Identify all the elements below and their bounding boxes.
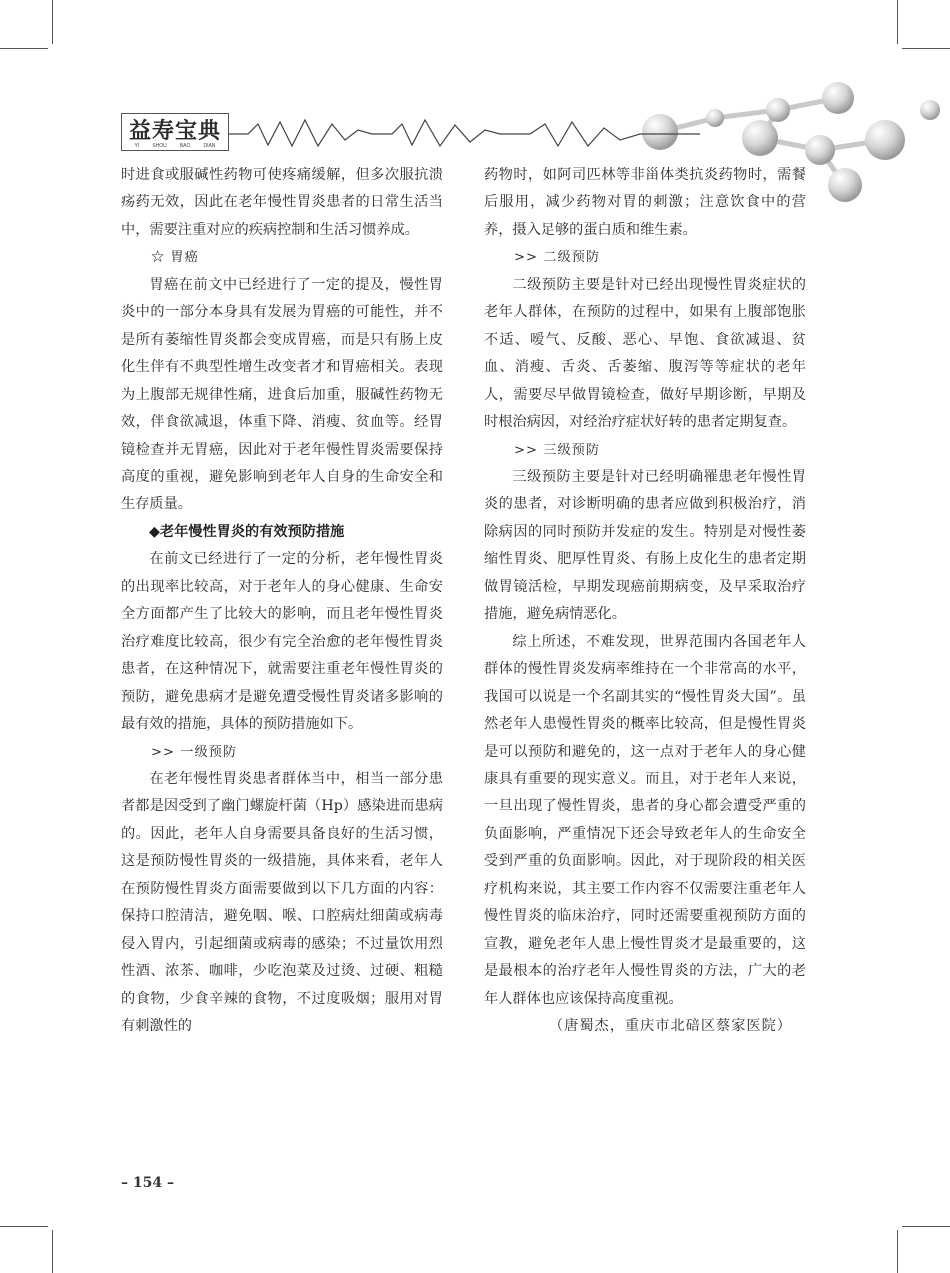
paragraph: 药物时，如阿司匹林等非甾体类抗炎药物时，需餐后服用，减少药物对胃的刺激；注意饮食中的营养，摄入足够的蛋白质和维生素。 bbox=[484, 167, 806, 238]
paragraph: 在老年慢性胃炎患者群体当中，相当一部分患者都是因受到了幽门螺旋杆菌（Hp）感染进而患病的。因此，老年人自身需要具备良好的生活习惯，这是预防慢性胃炎的一级措施，具体来看，老年人在预防慢性胃炎方面需要做到以下几方面的内容：保持口腔清洁，避免咽、喉、口腔病灶细菌或病毒侵入胃内，引起细菌或病毒的感染；不过量饮用烈性酒、浓茶、咖啡，少吃泡菜及过烫、过硬、粗糙的食物，少食辛辣的食物，不过度吸烟；服用对胃有刺激性的 bbox=[121, 770, 443, 1035]
logo-pinyin-syllable: SHOU bbox=[152, 143, 167, 149]
crop-mark bbox=[0, 1226, 48, 1227]
crop-mark bbox=[902, 1226, 950, 1227]
paragraph: 胃癌在前文中已经进行了一定的提及，慢性胃炎中的一部分本身具有发展为胃癌的可能性，并不是所有萎缩性胃炎都会变成胃癌，而是只有肠上皮化生伴有不典型性增生改变者才和胃癌相关。表现为上腹部无规律性痛，进食后加重，服碱性药物无效，伴食欲减退，体重下降、消瘦、贫血等。经胃镜检查并无胃癌，因此对于老年慢性胃炎需要保持高度的重视，避免影响到老年人自身的生命安全和生存质量。 bbox=[121, 276, 443, 513]
crop-mark bbox=[0, 48, 48, 49]
crop-mark bbox=[52, 0, 53, 44]
ecg-line-icon bbox=[229, 120, 700, 146]
crop-mark bbox=[897, 0, 898, 44]
crop-mark bbox=[52, 1230, 53, 1273]
logo-pinyin-syllable: BAO bbox=[179, 143, 191, 149]
subheading-primary-prevention: >> 一级预防 bbox=[151, 744, 238, 760]
paragraph: 三级预防主要是针对已经明确罹患老年慢性胃炎的患者，对诊断明确的患者应做到积极治疗，消除病因的同时预防并发症的发生。特别是对慢性萎缩性胃炎、肥厚性胃炎、有肠上皮化生的患者定期做胃镜活检，早期发现癌前期病变，及早采取治疗措施，避免病情恶化。 bbox=[484, 468, 806, 623]
logo-title: 益寿宝典 bbox=[128, 119, 221, 144]
left-column bbox=[121, 162, 443, 1041]
right-column bbox=[484, 162, 806, 1041]
logo-pinyin-syllable: DIAN bbox=[203, 143, 216, 149]
subheading-stomach-cancer: ☆ 胃癌 bbox=[151, 250, 199, 266]
paragraph: 综上所述，不难发现，世界范围内各国老年人群体的慢性胃炎发病率维持在一个非常高的水平，我国可以说是一个名副其实的“慢性胃炎大国”。虽然老年人患慢性胃炎的概率比较高，但是慢性胃炎是可以预防和避免的，这一点对于老年人的身心健康具有重要的现实意义。而且，对于老年人来说，一旦出现了慢性胃炎，患者的身心都会遭受严重的负面影响，严重情况下还会导致老年人的生命安全受到严重的负面影响。因此，对于现阶段的相关医疗机构来说，其主要工作内容不仅需要注重老年人慢性胃炎的临床治疗，同时还需要重视预防方面的宣教，避免老年人患上慢性胃炎才是最重要的，这是最根本的治疗老年人慢性胃炎的方法，广大的老年人群体也应该保持高度重视。 bbox=[484, 633, 806, 1007]
crop-mark bbox=[902, 48, 950, 49]
subheading-secondary-prevention: >> 二级预防 bbox=[514, 250, 601, 266]
section-heading: ◆老年慢性胃炎的有效预防措施 bbox=[149, 523, 345, 540]
paragraph: 时进食或服碱性药物可使疼痛缓解，但多次服抗溃疡药无效，因此在老年慢性胃炎患者的日常生活当中，需要注重对应的疾病控制和生活习惯养成。 bbox=[121, 167, 443, 238]
logo-pinyin-syllable: YI bbox=[134, 143, 140, 149]
subheading-tertiary-prevention: >> 三级预防 bbox=[514, 442, 601, 458]
page-number: – 154 – bbox=[121, 1175, 174, 1191]
paragraph: 二级预防主要是针对已经出现慢性胃炎症状的老年人群体，在预防的过程中，如果有上腹部饱胀不适、嗳气、反酸、恶心、早饱、食欲减退、贫血、消瘦、舌炎、舌萎缩、腹泻等等症状的老年人，需要尽早做胃镜检查，做好早期诊断，早期及时根治病因，对经治疗症状好转的患者定期复查。 bbox=[484, 276, 806, 431]
logo-pinyin bbox=[122, 143, 228, 149]
paragraph: 在前文已经进行了一定的分析，老年慢性胃炎的出现率比较高，对于老年人的身心健康、生命安全方面都产生了比较大的影响，而且老年慢性胃炎治疗难度比较高，很少有完全治愈的老年慢性胃炎患者，在这种情况下，就需要注重老年慢性胃炎的预防，避免患病才是避免遭受慢性胃炎诸多影响的最有效的措施，具体的预防措施如下。 bbox=[121, 551, 443, 733]
crop-mark bbox=[897, 1230, 898, 1273]
author-credit: （唐蜀杰，重庆市北碚区蔡家医院） bbox=[548, 1018, 792, 1035]
magazine-logo bbox=[121, 113, 229, 151]
